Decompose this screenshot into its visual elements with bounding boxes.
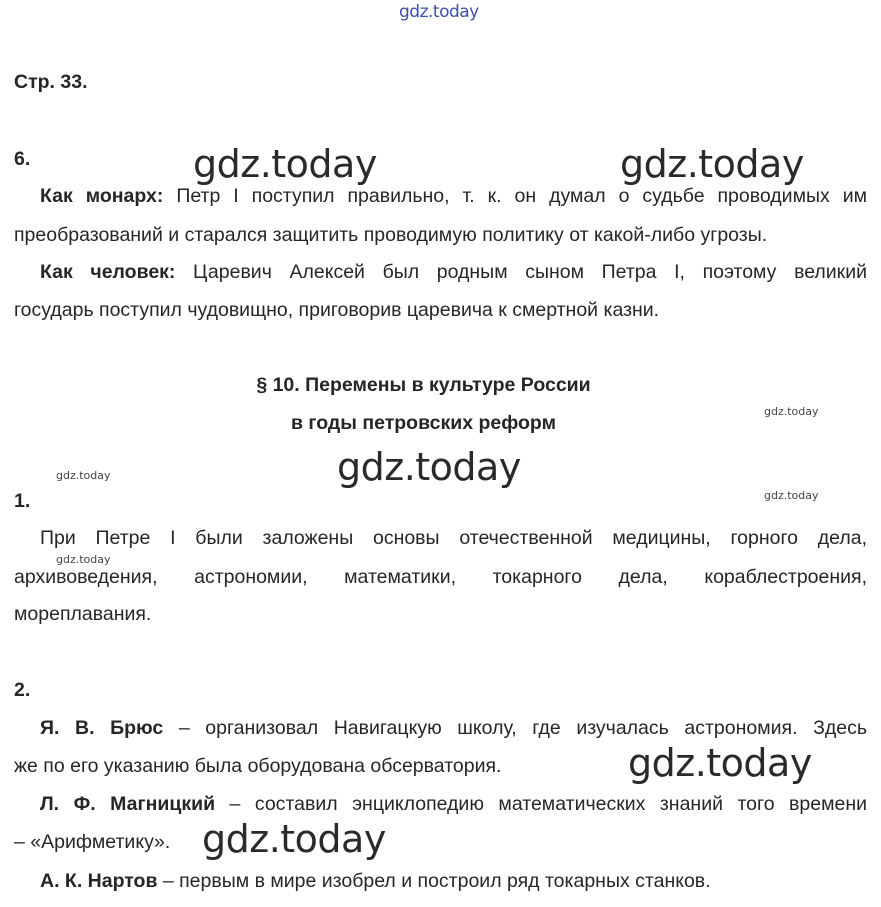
term-label: Как человек: (40, 261, 176, 283)
question-number: 2. (14, 679, 31, 701)
paragraph-text: – первым в мире изобрел и построил ряд токарных станков. (157, 870, 711, 892)
watermark-small: gdz.today (764, 489, 819, 502)
question-number: 1. (14, 490, 31, 512)
watermark: gdz.today (202, 817, 386, 861)
page-reference: Стр. 33. (14, 71, 88, 93)
person-name: А. К. Нартов (40, 870, 158, 892)
watermark-small: gdz.today (56, 553, 111, 566)
paragraph-line (40, 870, 711, 893)
section-title: § 10. Перемены в культуре России (256, 374, 591, 396)
paragraph-line: преобразований и старался защитить проводимую политику от какой-либо угрозы. (14, 224, 768, 246)
paragraph-line: архивоведения, астрономии, математики, токарного дела, кораблестроения, (14, 566, 867, 588)
watermark: gdz.today (620, 142, 804, 186)
paragraph-text: – организовал Навигацкую школу, где изучалась астрономия. Здесь (163, 717, 868, 739)
paragraph-line: – «Арифметику». (14, 831, 171, 853)
watermark-small: gdz.today (764, 405, 819, 418)
paragraph-text: Петр I поступил правильно, т. к. он думал о судьбе проводимых им (163, 185, 867, 207)
question-number: 6. (14, 148, 31, 170)
term-label: Как монарх: (40, 185, 164, 207)
paragraph-text: – составил энциклопедию математических знаний того времени (215, 793, 867, 815)
section-subtitle: в годы петровских реформ (290, 412, 557, 434)
paragraph-line (40, 261, 867, 284)
paragraph-line: же по его указанию была оборудована обсерватория. (14, 755, 502, 777)
watermark: gdz.today (337, 445, 521, 489)
watermark-top: gdz.today (399, 2, 479, 22)
paragraph-line: При Петре I были заложены основы отечественной медицины, горного дела, (40, 527, 867, 549)
person-name: Л. Ф. Магницкий (40, 793, 216, 815)
watermark: gdz.today (628, 741, 812, 785)
paragraph-line (40, 185, 867, 208)
paragraph-line (40, 717, 867, 740)
paragraph-line: мореплавания. (14, 603, 152, 625)
paragraph-line: государь поступил чудовищно, приговорив царевича к смертной казни. (14, 299, 660, 321)
person-name: Я. В. Брюс (40, 717, 164, 739)
paragraph-text: Царевич Алексей был родным сыном Петра I, поэтому великий (175, 261, 867, 283)
paragraph-line (40, 793, 867, 816)
watermark: gdz.today (193, 142, 377, 186)
watermark-small: gdz.today (56, 469, 111, 482)
